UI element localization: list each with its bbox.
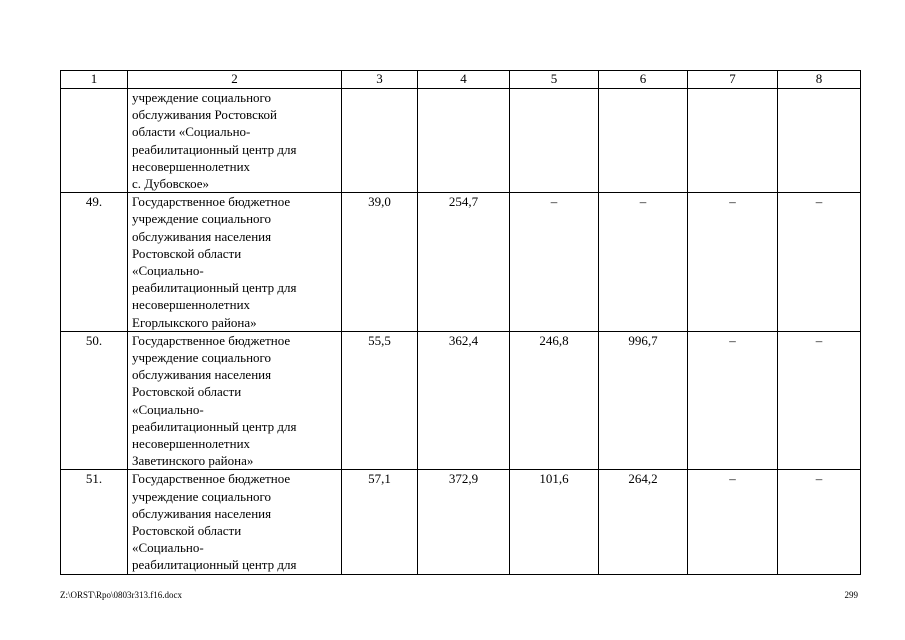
name-line: реабилитационный центр для xyxy=(132,418,297,434)
name-line: с. Дубовское» xyxy=(132,176,209,192)
name-line: обслуживания населения xyxy=(132,367,272,383)
cell-col8: – xyxy=(778,470,861,574)
col-header-1: 1 xyxy=(61,71,128,89)
cell-col3 xyxy=(342,89,418,193)
name-line: Государственное бюджетное xyxy=(132,194,291,210)
cell-col6: 996,7 xyxy=(599,331,688,470)
name-line: несовершеннолетних xyxy=(132,158,251,174)
row-number: 49. xyxy=(61,193,128,332)
name-line: учреждение социального xyxy=(132,350,272,366)
col-header-5: 5 xyxy=(510,71,599,89)
name-line: несовершеннолетних xyxy=(132,297,251,313)
cell-col8 xyxy=(778,89,861,193)
name-line: Заветинского района» xyxy=(132,453,254,469)
name-line: «Социально- xyxy=(132,401,204,417)
cell-col4 xyxy=(418,89,510,193)
cell-col5: 246,8 xyxy=(510,331,599,470)
col-header-8: 8 xyxy=(778,71,861,89)
name-line: «Социально- xyxy=(132,540,204,556)
cell-col6: 264,2 xyxy=(599,470,688,574)
cell-col7: – xyxy=(688,193,778,332)
name-line: обслуживания Ростовской xyxy=(132,107,277,123)
row-number xyxy=(61,89,128,193)
cell-col8: – xyxy=(778,331,861,470)
institution-name xyxy=(128,331,342,470)
cell-col7 xyxy=(688,89,778,193)
name-line: Ростовской области xyxy=(132,384,242,400)
name-line: обслуживания населения xyxy=(132,505,272,521)
row-number: 51. xyxy=(61,470,128,574)
cell-col5 xyxy=(510,89,599,193)
col-header-6: 6 xyxy=(599,71,688,89)
footer-page-number: 299 xyxy=(844,590,858,600)
name-line: Государственное бюджетное xyxy=(132,471,291,487)
cell-col7: – xyxy=(688,470,778,574)
cell-col8: – xyxy=(778,193,861,332)
name-line: реабилитационный центр для xyxy=(132,141,297,157)
table-row xyxy=(61,331,861,470)
cell-col4: 362,4 xyxy=(418,331,510,470)
name-line: Егорлыкского района» xyxy=(132,314,257,330)
name-line: Государственное бюджетное xyxy=(132,332,291,348)
cell-col6 xyxy=(599,89,688,193)
name-line: учреждение социального xyxy=(132,488,272,504)
col-header-4: 4 xyxy=(418,71,510,89)
cell-col3: 55,5 xyxy=(342,331,418,470)
name-line: учреждение социального xyxy=(132,90,272,105)
institution-name xyxy=(128,193,342,332)
table-row xyxy=(61,89,861,193)
institution-name xyxy=(128,470,342,574)
footer-file-path: Z:\ORST\Rpo\0803r313.f16.docx xyxy=(60,590,182,600)
name-line: области «Социально- xyxy=(132,124,251,140)
col-header-2: 2 xyxy=(128,71,342,89)
row-number: 50. xyxy=(61,331,128,470)
table-row xyxy=(61,193,861,332)
cell-col6: – xyxy=(599,193,688,332)
col-header-7: 7 xyxy=(688,71,778,89)
name-line: учреждение социального xyxy=(132,211,272,227)
name-line: Ростовской области xyxy=(132,523,242,539)
table-row xyxy=(61,470,861,574)
name-line: реабилитационный центр для xyxy=(132,280,297,296)
name-line: несовершеннолетних xyxy=(132,436,251,452)
name-line: Ростовской области xyxy=(132,245,242,261)
col-header-3: 3 xyxy=(342,71,418,89)
name-line: обслуживания населения xyxy=(132,228,272,244)
data-table xyxy=(60,70,861,575)
header-row xyxy=(61,71,861,89)
institution-name xyxy=(128,89,342,193)
cell-col4: 254,7 xyxy=(418,193,510,332)
name-line: реабилитационный центр для xyxy=(132,557,297,573)
cell-col5: – xyxy=(510,193,599,332)
cell-col3: 39,0 xyxy=(342,193,418,332)
cell-col5: 101,6 xyxy=(510,470,599,574)
cell-col4: 372,9 xyxy=(418,470,510,574)
cell-col7: – xyxy=(688,331,778,470)
name-line: «Социально- xyxy=(132,263,204,279)
cell-col3: 57,1 xyxy=(342,470,418,574)
